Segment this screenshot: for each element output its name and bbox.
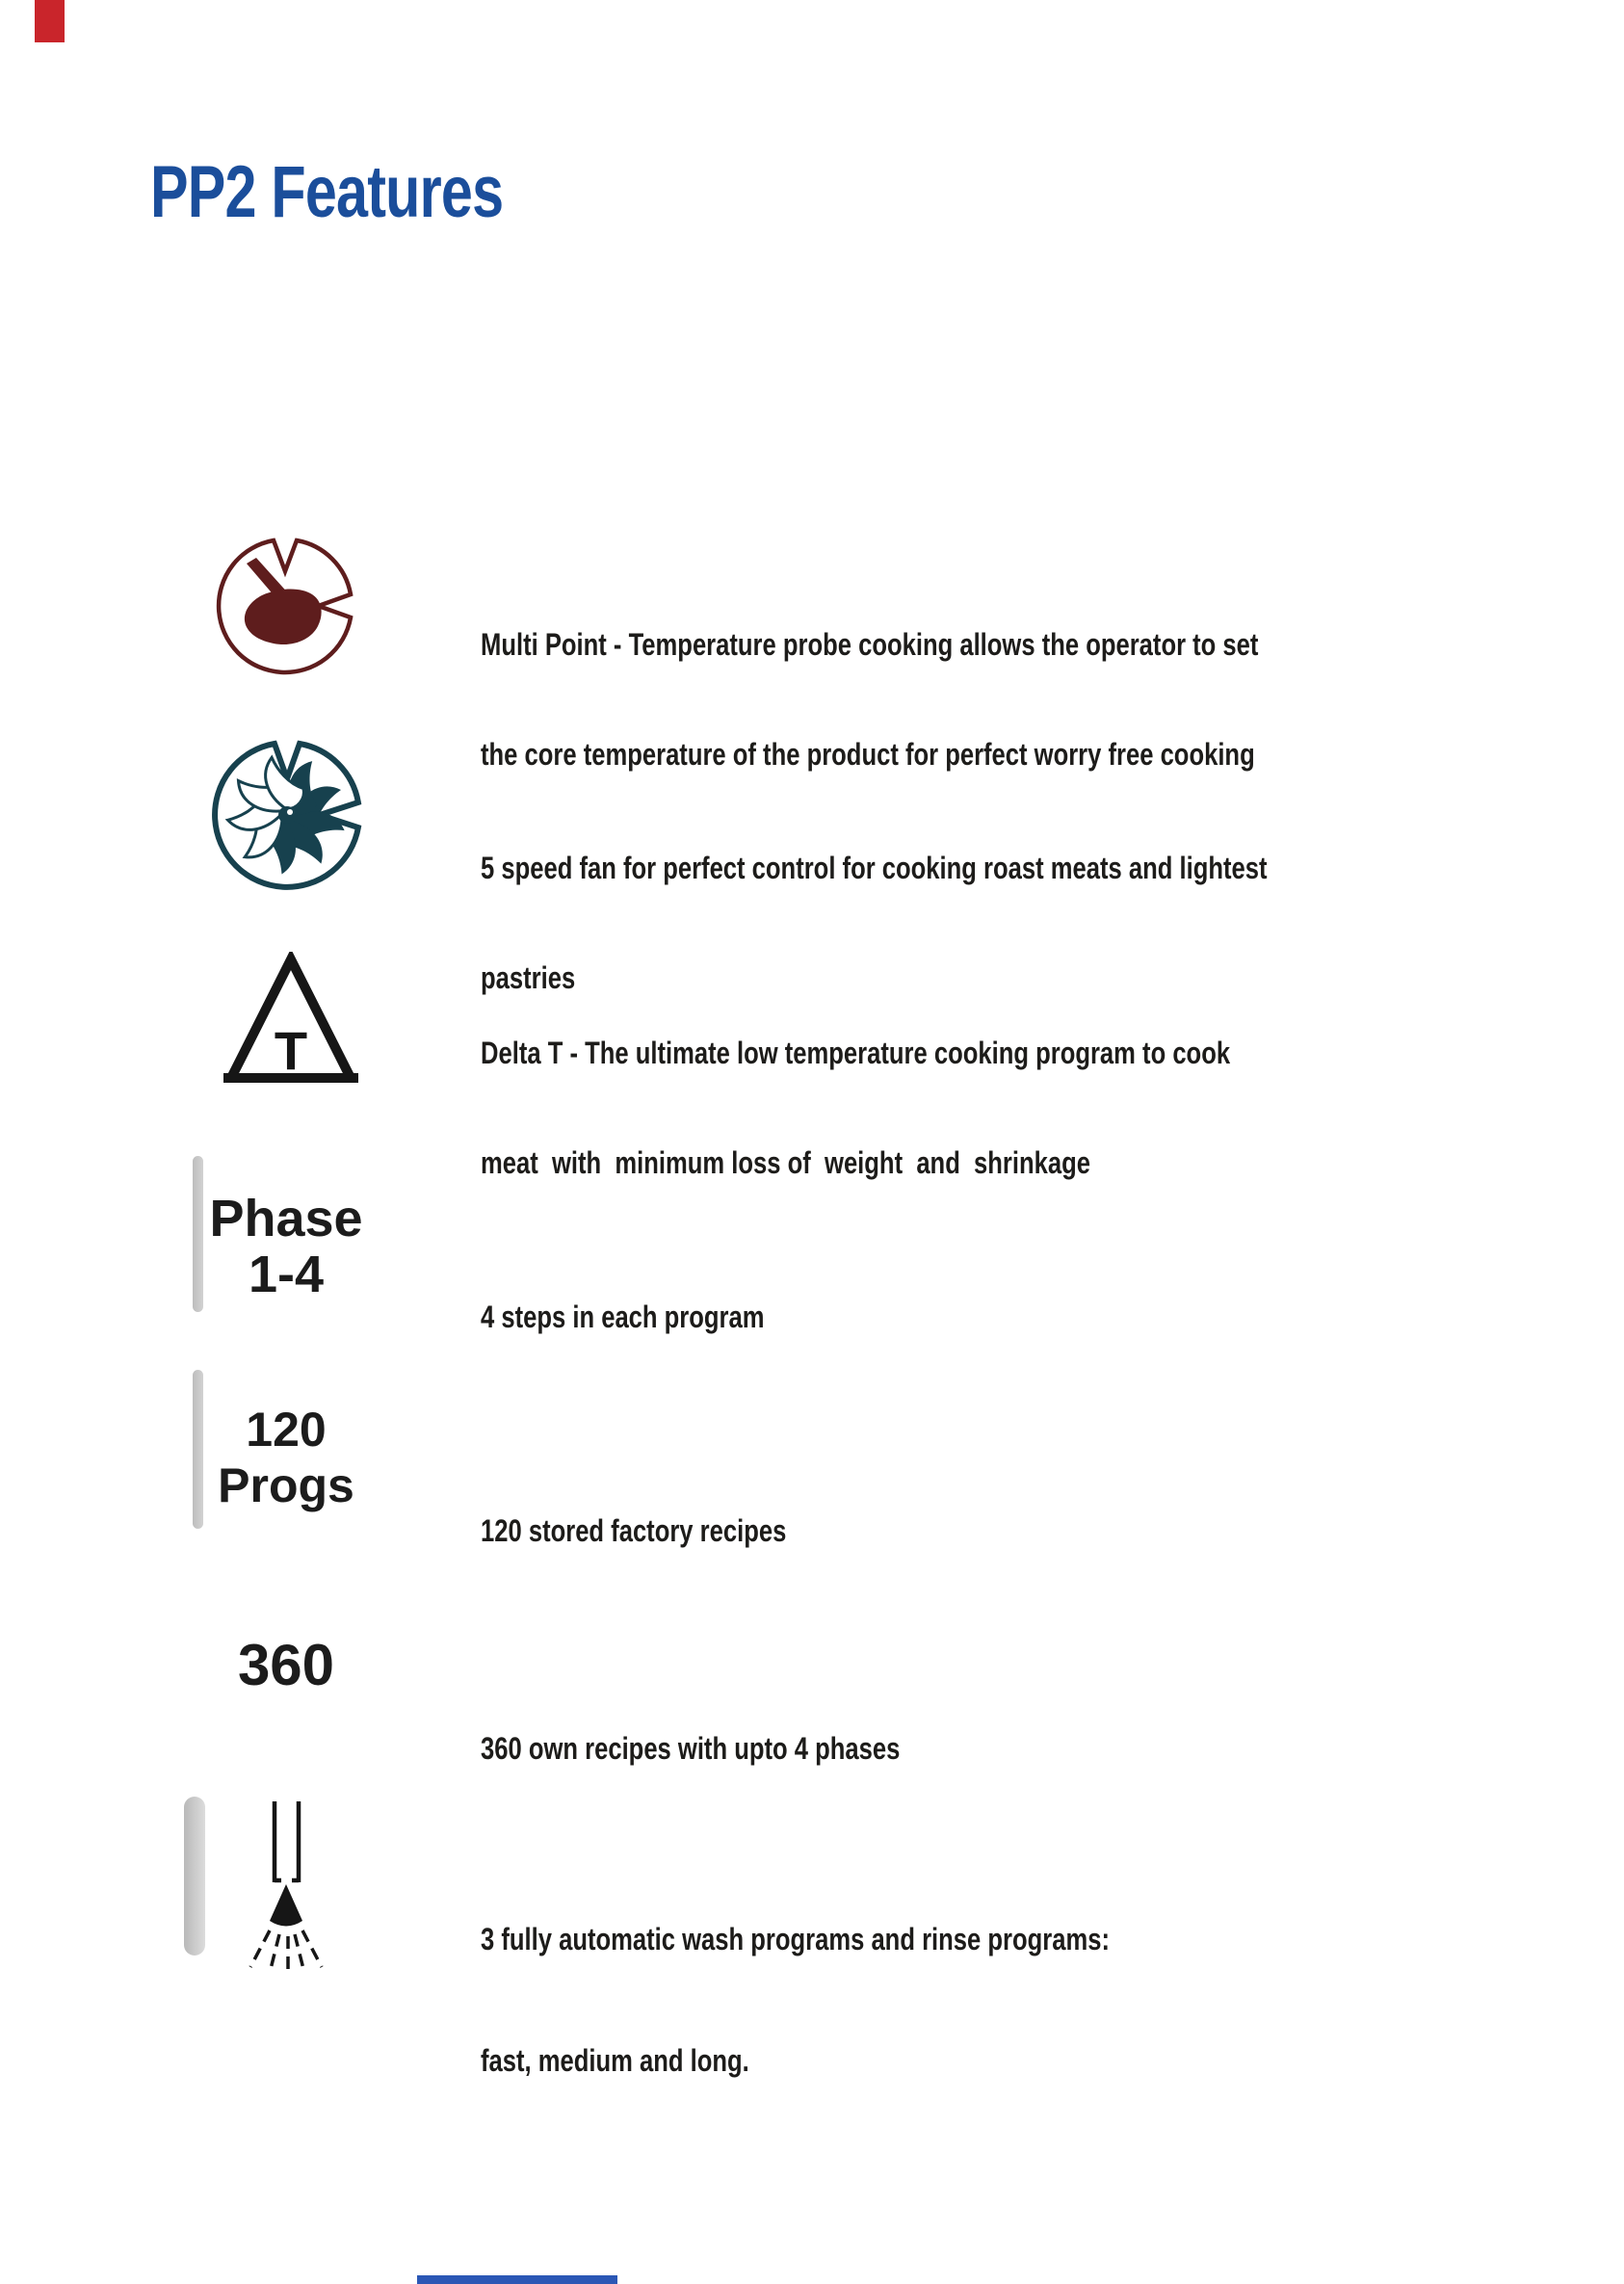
feature-text-wash <box>481 1838 1110 2121</box>
feature-text-phase <box>481 1225 765 1372</box>
stored-programs-label <box>175 1402 397 1513</box>
feature-line: Multi Point - Temperature probe cooking allows the operator to set <box>481 627 1259 662</box>
delta-t-triangle-icon <box>223 952 358 1087</box>
roast-meat-shape <box>245 589 322 644</box>
footer-blue-bar <box>417 2275 617 2284</box>
feature-text-multipoint <box>481 553 1258 809</box>
feature-line: meat with minimum loss of weight and shrinkage <box>481 1145 1090 1180</box>
page-corner-red-mark <box>35 0 65 42</box>
wash-side-bar <box>184 1797 205 1956</box>
phase-label <box>175 1191 397 1302</box>
spray-wash-icon <box>243 1799 339 1969</box>
spray-nozzle-cone <box>270 1884 302 1927</box>
feature-line: 120 stored factory recipes <box>481 1513 787 1548</box>
phase-label-word: Phase <box>209 1190 363 1247</box>
feature-line: 4 steps in each program <box>481 1300 765 1334</box>
own-recipes-count-label <box>175 1633 397 1697</box>
page-title: PP2 Features <box>150 151 504 233</box>
feature-line: 5 speed fan for perfect control for cooking roast meats and lightest <box>481 851 1268 885</box>
feature-line: the core temperature of the product for perfect worry free cooking <box>481 737 1255 772</box>
feature-line: 3 fully automatic wash programs and rinse programs: <box>481 1922 1110 1956</box>
spray-jets <box>250 1930 322 1969</box>
delta-t-letter: T <box>274 1020 308 1081</box>
fan-circle-icon <box>208 736 366 894</box>
phase-label-range: 1-4 <box>248 1246 325 1303</box>
feature-text-own-recipes <box>481 1657 900 1803</box>
feature-line: fast, medium and long. <box>481 2043 749 2078</box>
feature-text-progs <box>481 1439 786 1586</box>
progs-count: 120 <box>246 1403 327 1457</box>
spray-tube <box>275 1801 299 1882</box>
meat-probe-circle-icon <box>212 533 358 679</box>
progs-word: Progs <box>218 1458 354 1512</box>
feature-line: Delta T - The ultimate low temperature cooking program to cook <box>481 1036 1231 1070</box>
feature-line: pastries <box>481 960 576 995</box>
feature-line: 360 own recipes with upto 4 phases <box>481 1731 901 1766</box>
own-recipes-count: 360 <box>237 1633 335 1697</box>
feature-text-delta-t <box>481 961 1230 1218</box>
